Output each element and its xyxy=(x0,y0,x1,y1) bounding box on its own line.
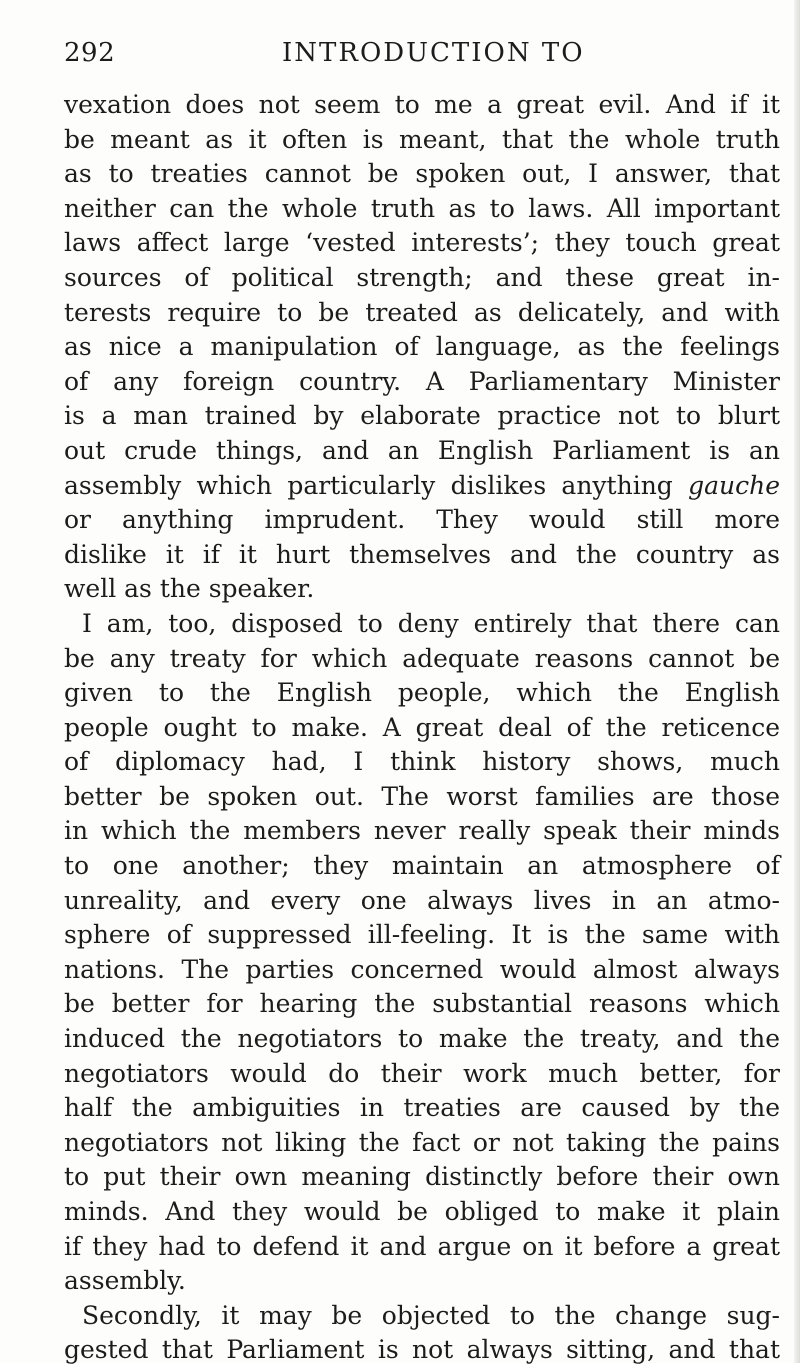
text-line: people ought to make. A great deal of the reticence xyxy=(64,712,780,742)
text-line: unreality, and every one always lives in an atmo- xyxy=(64,885,780,915)
paragraph-start-line: Secondly, it may be objected to the change sug- xyxy=(82,1300,780,1330)
text-line: be any treaty for which adequate reasons cannot be xyxy=(64,643,780,673)
text-line: half the ambiguities in treaties are caused by the xyxy=(64,1093,780,1123)
text-line: sphere of suppressed ill-feeling. It is the same with xyxy=(64,920,780,950)
text-line: of any foreign country. A Parliamentary Minister xyxy=(64,366,780,396)
text-line: in which the members never really speak their minds xyxy=(64,816,780,846)
text-line: negotiators not liking the fact or not taking the pains xyxy=(64,1127,780,1157)
text-line: to one another; they maintain an atmosphere of xyxy=(64,851,780,881)
text-line: terests require to be treated as delicately, and with xyxy=(64,297,780,327)
text-segment: assembly which particularly dislikes anything xyxy=(64,470,689,500)
text-line: if they had to defend it and argue on it before a great xyxy=(64,1231,780,1261)
body-text xyxy=(64,88,780,1368)
running-head: INTRODUCTION TO xyxy=(282,38,585,68)
text-line: negotiators would do their work much better, for xyxy=(64,1058,780,1088)
page-header xyxy=(64,38,724,78)
text-line: as nice a manipulation of language, as the feelings xyxy=(64,332,780,362)
page-edge-shadow xyxy=(794,0,800,1363)
text-line: is a man trained by elaborate practice not to blurt xyxy=(64,401,780,431)
text-line: or anything imprudent. They would still more xyxy=(64,505,780,535)
text-line: given to the English people, which the English xyxy=(64,678,780,708)
text-line: induced the negotiators to make the treaty, and the xyxy=(64,1024,780,1054)
page-number: 292 xyxy=(64,38,116,68)
text-line: as to treaties cannot be spoken out, I answer, that xyxy=(64,159,780,189)
italic-word: gauche xyxy=(688,470,780,500)
paragraph-end-line: assembly. xyxy=(64,1266,186,1296)
text-line: neither can the whole truth as to laws. All important xyxy=(64,193,780,223)
text-line-with-italic xyxy=(64,469,780,504)
text-line: be meant as it often is meant, that the whole truth xyxy=(64,124,780,154)
text-line: better be spoken out. The worst families are those xyxy=(64,781,780,811)
text-line: sources of political strength; and these great in- xyxy=(64,262,780,292)
text-line: vexation does not seem to me a great evil. And if it xyxy=(64,90,780,119)
text-line: of diplomacy had, I think history shows, much xyxy=(64,747,780,777)
text-line: nations. The parties concerned would almost always xyxy=(64,954,780,984)
text-line: out crude things, and an English Parliament is an xyxy=(64,435,780,465)
text-line: minds. And they would be obliged to make it plain xyxy=(64,1197,780,1226)
paragraph-end-line: well as the speaker. xyxy=(64,574,315,604)
text-line: gested that Parliament is not always sitting, and that xyxy=(64,1335,780,1365)
text-line: to put their own meaning distinctly before their own xyxy=(64,1162,780,1192)
text-line: be better for hearing the substantial reasons which xyxy=(64,989,780,1019)
text-line: dislike it if it hurt themselves and the country as xyxy=(64,539,780,569)
text-line: laws affect large ‘vested interests’; they touch great xyxy=(64,228,780,258)
paragraph-start-line: I am, too, disposed to deny entirely that there can xyxy=(82,608,780,638)
